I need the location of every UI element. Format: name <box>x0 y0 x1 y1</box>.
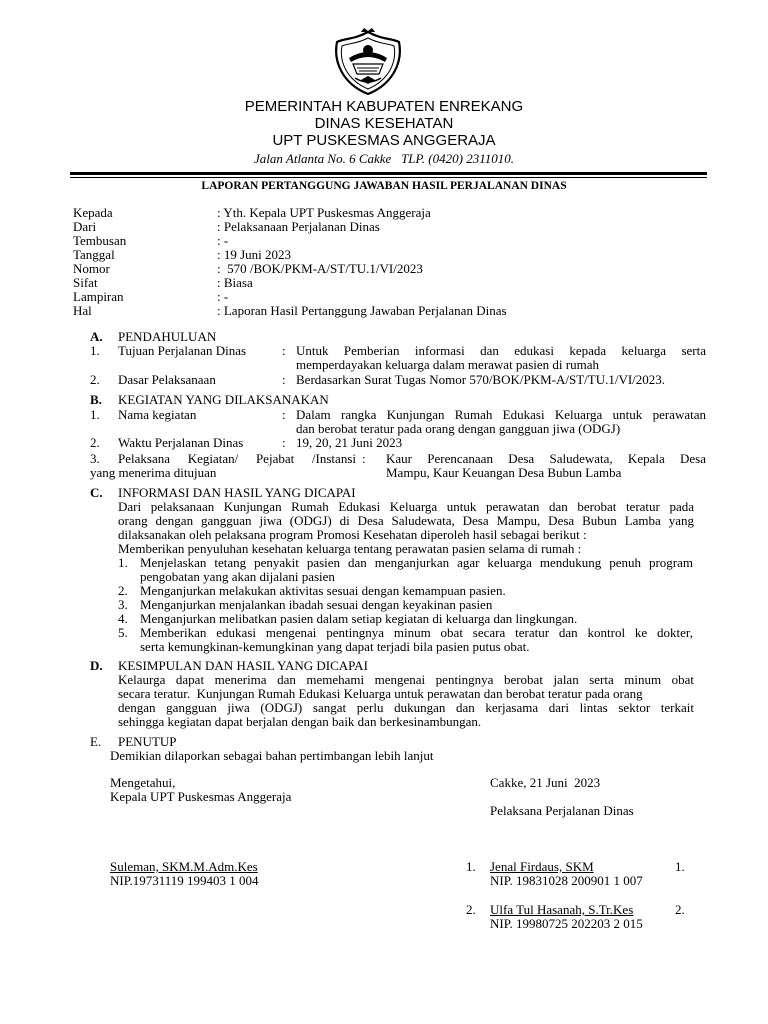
meta-value: : 19 Juni 2023 <box>217 247 292 262</box>
section-c-list-text: pengobatan yang akan dijalani pasien <box>140 569 335 584</box>
signature-head-name: Suleman, SKM.M.Adm.Kes <box>110 859 258 874</box>
enrekang-coat-of-arms-logo <box>331 28 405 96</box>
section-b-letter: B. <box>90 392 102 407</box>
section-b-item-text: Mampu, Kaur Keuangan Desa Bubun Lamba <box>386 465 622 480</box>
section-b-item-colon: : <box>362 451 366 466</box>
section-c-paragraph-line: orang dengan gangguan jiwa (ODGJ) di Desa Saludewata, Desa Mampu, Desa Bubun Lamba yang <box>118 513 694 528</box>
meta-value: : Laporan Hasil Pertanggung Jawaban Perjalanan Dinas <box>217 303 507 318</box>
letterhead-line-2: DINAS KESEHATAN <box>314 115 454 132</box>
signature-acknowledged-label: Mengetahui, <box>110 775 176 790</box>
section-c-title: INFORMASI DAN HASIL YANG DICAPAI <box>118 485 356 500</box>
section-c-paragraph-line: Dari pelaksanaan Kunjungan Rumah Edukasi Keluarga untuk perawatan dan berobat teratur pada <box>118 499 694 514</box>
signer-number: 1. <box>466 859 476 874</box>
section-c-list-text: Menganjurkan melibatkan pasien dalam setiap kegiatan di keluarga dan lingkungan. <box>140 611 578 626</box>
meta-label: Lampiran <box>73 289 124 304</box>
signature-executor-role: Pelaksana Perjalanan Dinas <box>490 803 634 818</box>
section-b-item-text: Dalam rangka Kunjungan Rumah Edukasi Keluarga untuk perawatan <box>296 407 706 422</box>
section-d-paragraph-line: secara teratur. Kunjungan Rumah Edukasi Keluarga untuk perawatan dan berobat teratur pada orang <box>118 686 643 701</box>
meta-label: Nomor <box>73 261 110 276</box>
section-d-paragraph-line: dengan gangguan jiwa (ODGJ) sangat perlu dukungan dan kerjasama dari lintas sektor terkait <box>118 700 694 715</box>
section-a-item-text: Berdasarkan Surat Tugas Nomor 570/BOK/PKM-A/ST/TU.1/VI/2023. <box>296 372 666 387</box>
section-c-list-number: 4. <box>118 611 128 626</box>
section-c-list-text: serta kemungkinan-kemungkinan yang dapat terjadi bila pasien putus obat. <box>140 639 530 654</box>
section-c-letter: C. <box>90 485 103 500</box>
section-a-item-label: Dasar Pelaksanaan <box>118 372 216 387</box>
letterhead-line-1: PEMERINTAH KABUPATEN ENREKANG <box>244 98 524 115</box>
letterhead-divider-thick <box>70 172 707 175</box>
section-b-item-label: yang menerima ditujuan <box>90 465 217 480</box>
section-b-item-text: 19, 20, 21 Juni 2023 <box>296 435 403 450</box>
meta-value: : - <box>217 233 229 248</box>
section-a-title: PENDAHULUAN <box>118 329 217 344</box>
section-a-item-text: Untuk Pemberian informasi dan edukasi kepada keluarga serta <box>296 343 706 358</box>
section-a-item-number: 1. <box>90 343 100 358</box>
section-e-letter: E. <box>90 734 102 749</box>
signer-name: Ulfa Tul Hasanah, S.Tr.Kes <box>490 902 634 917</box>
section-b-item-colon: : <box>282 435 286 450</box>
section-c-list-number: 1. <box>118 555 128 570</box>
section-c-list-text: Menjelaskan tetang penyakit pasien dan menganjurkan agar keluarga mendukung penuh program <box>140 555 693 570</box>
section-a-letter: A. <box>90 329 103 344</box>
section-a-item-text: memperdayakan keluarga dalam merawat pasien di rumah <box>296 357 599 372</box>
signature-head-nip: NIP.19731119 199403 1 004 <box>110 873 259 888</box>
section-e-paragraph: Demikian dilaporkan sebagai bahan pertimbangan lebih lanjut <box>110 748 434 763</box>
section-c-paragraph-line: Memberikan penyuluhan kesehatan keluarga tentang perawatan pasien selama di rumah : <box>118 541 582 556</box>
meta-label: Sifat <box>73 275 98 290</box>
meta-label: Dari <box>73 219 97 234</box>
meta-value: : Biasa <box>217 275 253 290</box>
signature-head-title: Kepala UPT Puskesmas Anggeraja <box>110 789 292 804</box>
section-b-item-text: dan berobat teratur pada orang dengan gangguan jiwa (ODGJ) <box>296 421 621 436</box>
section-d-paragraph-line: sehingga kegiatan dapat berjalan dengan baik dan berkesinambungan. <box>118 714 482 729</box>
section-b-item-number: 3. <box>90 451 100 466</box>
section-a-item-number: 2. <box>90 372 100 387</box>
section-e-title: PENUTUP <box>118 734 177 749</box>
signer-nip: NIP. 19831028 200901 1 007 <box>490 873 643 888</box>
meta-label: Hal <box>73 303 92 318</box>
section-d-letter: D. <box>90 658 103 673</box>
section-b-item-label: Waktu Perjalanan Dinas <box>118 435 244 450</box>
signer-number: 2. <box>466 902 476 917</box>
meta-value: : - <box>217 289 229 304</box>
section-b-item-text: Kaur Perencanaan Desa Saludewata, Kepala Desa <box>386 451 706 466</box>
meta-label: Kepada <box>73 205 113 220</box>
meta-label: Tanggal <box>73 247 115 262</box>
meta-value: : Yth. Kepala UPT Puskesmas Anggeraja <box>217 205 431 220</box>
section-d-title: KESIMPULAN DAN HASIL YANG DICAPAI <box>118 658 368 673</box>
section-b-item-label: Nama kegiatan <box>118 407 197 422</box>
signer-signature-number: 1. <box>675 859 685 874</box>
section-c-list-number: 2. <box>118 583 128 598</box>
section-b-item-colon: : <box>282 407 286 422</box>
section-c-list-text: Menganjurkan melakukan aktivitas sesuai dengan kemampuan pasien. <box>140 583 506 598</box>
letterhead-address: Jalan Atlanta No. 6 Cakke TLP. (0420) 2311010. <box>254 151 514 166</box>
section-a-item-label: Tujuan Perjalanan Dinas <box>118 343 247 358</box>
meta-value: : 570 /BOK/PKM-A/ST/TU.1/VI/2023 <box>217 261 423 276</box>
letterhead-line-3: UPT PUSKESMAS ANGGERAJA <box>272 132 496 149</box>
section-b-title: KEGIATAN YANG DILAKSANAKAN <box>118 392 329 407</box>
signer-nip: NIP. 19980725 202203 2 015 <box>490 916 643 931</box>
document-title: LAPORAN PERTANGGUNG JAWABAN HASIL PERJALANAN DINAS <box>201 180 567 192</box>
section-c-list-number: 3. <box>118 597 128 612</box>
letterhead-divider-thin <box>70 177 707 178</box>
section-a-item-colon: : <box>282 372 286 387</box>
section-c-list-text: Menganjurkan menjalankan ibadah sesuai dengan keyakinan pasien <box>140 597 493 612</box>
section-b-item-number: 1. <box>90 407 100 422</box>
signer-name: Jenal Firdaus, SKM <box>490 859 594 874</box>
meta-value: : Pelaksanaan Perjalanan Dinas <box>217 219 380 234</box>
section-c-list-text: Memberikan edukasi mengenai pentingnya minum obat secara teratur dan kontrol ke dokter, <box>140 625 693 640</box>
section-b-item-label: Pelaksana Kegiatan/ Pejabat /Instansi <box>118 451 356 466</box>
section-c-paragraph-line: dilaksanakan oleh pelaksana program Promosi Kesehatan diperoleh hasil sebagai berikut : <box>118 527 587 542</box>
section-b-item-number: 2. <box>90 435 100 450</box>
section-c-list-number: 5. <box>118 625 128 640</box>
section-d-paragraph-line: Kelaurga dapat menerima dan memehami mengenai pentingnya berobat jalan serta minum obat <box>118 672 694 687</box>
section-a-item-colon: : <box>282 343 286 358</box>
signer-signature-number: 2. <box>675 902 685 917</box>
signature-place-date: Cakke, 21 Juni 2023 <box>490 775 601 790</box>
meta-label: Tembusan <box>73 233 127 248</box>
